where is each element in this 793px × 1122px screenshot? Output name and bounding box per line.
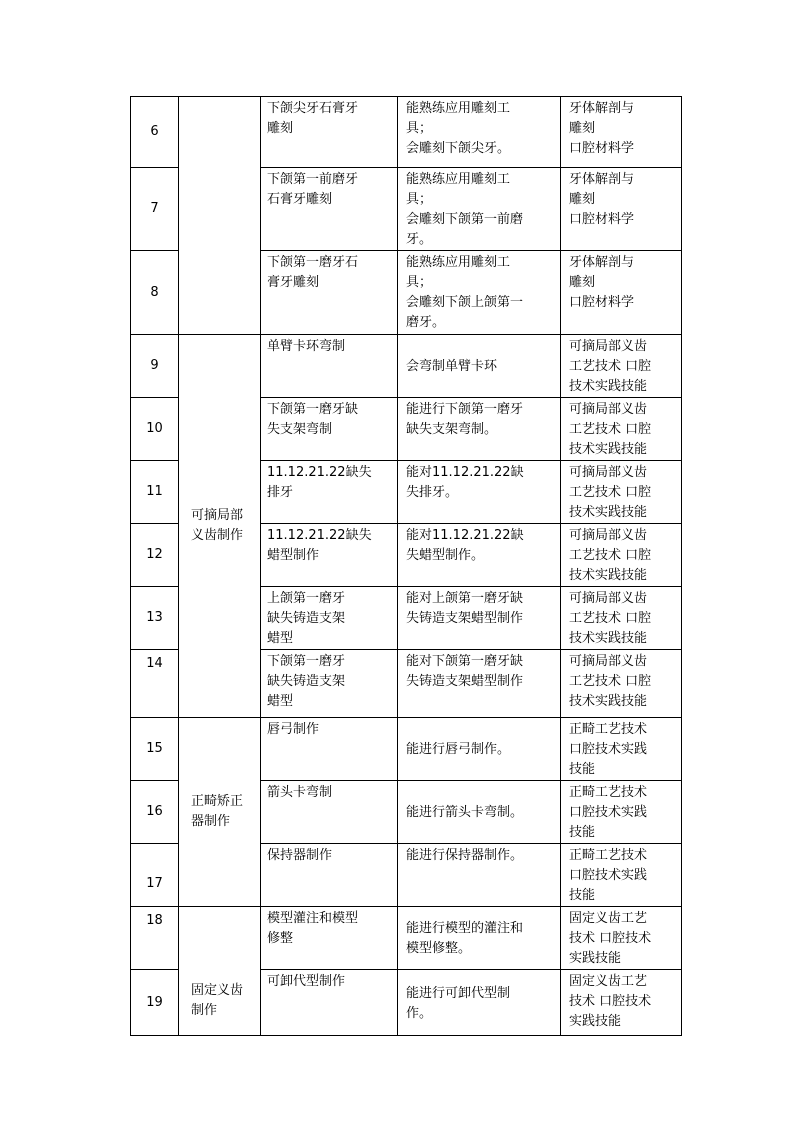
course-cell: 固定义齿工艺 技术 口腔技术 实践技能 [561,970,682,1036]
task-cell [261,844,398,907]
row-number: 8 [131,251,179,335]
task-cell [261,335,398,398]
ability-text: 能进行唇弓制作。 [406,742,511,757]
table-row [131,97,682,168]
ability-cell [398,335,561,398]
task-cell: 下颌第一磨牙石 膏牙雕刻 [261,251,398,335]
row-number: 9 [131,335,179,398]
ability-cell [398,781,561,844]
course-cell: 可摘局部义齿 工艺技术 口腔 技术实践技能 [561,587,682,650]
task-text: 保持器制作 [267,848,333,863]
ability-text: 能进行箭头卡弯制。 [406,805,524,820]
course-cell: 牙体解剖与 雕刻 口腔材料学 [561,168,682,251]
task-text: 单臂卡环弯制 [267,339,346,354]
task-cell: 11.12.21.22缺失 排牙 [261,461,398,524]
row-number: 16 [131,781,179,844]
table-row [131,718,682,781]
ability-cell: 能对上颌第一磨牙缺 失铸造支架蜡型制作 [398,587,561,650]
module-cell-empty [179,97,261,335]
course-cell: 正畸工艺技术 口腔技术实践 技能 [561,718,682,781]
row-number: 13 [131,587,179,650]
row-number: 12 [131,524,179,587]
module-removable: 可摘局部 义齿制作 [179,335,261,718]
ability-cell: 能对下颌第一磨牙缺 失铸造支架蜡型制作 [398,650,561,718]
curriculum-table [130,96,682,1036]
task-cell: 下颌第一磨牙 缺失铸造支架 蜡型 [261,650,398,718]
ability-cell: 能进行可卸代型制 作。 [398,970,561,1036]
row-number: 6 [131,97,179,168]
task-cell: 下颌第一磨牙缺 失支架弯制 [261,398,398,461]
row-number: 10 [131,398,179,461]
course-cell: 固定义齿工艺 技术 口腔技术 实践技能 [561,907,682,970]
row-number: 18 [131,907,179,970]
task-cell: 上颌第一磨牙 缺失铸造支架 蜡型 [261,587,398,650]
task-text: 箭头卡弯制 [267,785,333,800]
course-cell: 可摘局部义齿 工艺技术 口腔 技术实践技能 [561,650,682,718]
ability-cell: 能对11.12.21.22缺 失蜡型制作。 [398,524,561,587]
task-cell: 下颌尖牙石膏牙 雕刻 [261,97,398,168]
module-fixed: 固定义齿 制作 [179,907,261,1036]
ability-cell: 能熟练应用雕刻工 具； 会雕刻下颌第一前磨 牙。 [398,168,561,251]
course-cell: 可摘局部义齿 工艺技术 口腔 技术实践技能 [561,398,682,461]
ability-cell [398,844,561,907]
task-cell: 下颌第一前磨牙 石膏牙雕刻 [261,168,398,251]
task-cell: 11.12.21.22缺失 蜡型制作 [261,524,398,587]
task-text: 可卸代型制作 [267,974,346,989]
table-row [131,907,682,970]
task-cell [261,781,398,844]
ability-text: 会弯制单臂卡环 [406,359,498,374]
ability-cell: 能进行下颌第一磨牙 缺失支架弯制。 [398,398,561,461]
ability-text: 能进行保持器制作。 [406,848,524,863]
course-cell: 正畸工艺技术 口腔技术实践 技能 [561,781,682,844]
row-number: 15 [131,718,179,781]
course-cell: 可摘局部义齿 工艺技术 口腔 技术实践技能 [561,461,682,524]
row-number: 19 [131,970,179,1036]
ability-cell: 能熟练应用雕刻工 具； 会雕刻下颌尖牙。 [398,97,561,168]
row-number: 11 [131,461,179,524]
course-cell: 可摘局部义齿 工艺技术 口腔 技术实践技能 [561,335,682,398]
row-number: 7 [131,168,179,251]
task-cell [261,970,398,1036]
task-cell: 模型灌注和模型 修整 [261,907,398,970]
course-cell: 正畸工艺技术 口腔技术实践 技能 [561,844,682,907]
module-ortho: 正畸矫正 器制作 [179,718,261,907]
row-number: 17 [131,844,179,907]
course-cell: 可摘局部义齿 工艺技术 口腔 技术实践技能 [561,524,682,587]
task-text: 唇弓制作 [267,722,320,737]
task-cell [261,718,398,781]
ability-cell: 能熟练应用雕刻工 具； 会雕刻下颌上颌第一 磨牙。 [398,251,561,335]
ability-cell: 能进行模型的灌注和 模型修整。 [398,907,561,970]
course-cell: 牙体解剖与 雕刻 口腔材料学 [561,97,682,168]
course-cell: 牙体解剖与 雕刻 口腔材料学 [561,251,682,335]
ability-cell: 能对11.12.21.22缺 失排牙。 [398,461,561,524]
row-number: 14 [131,650,179,718]
ability-cell [398,718,561,781]
table-row [131,335,682,398]
